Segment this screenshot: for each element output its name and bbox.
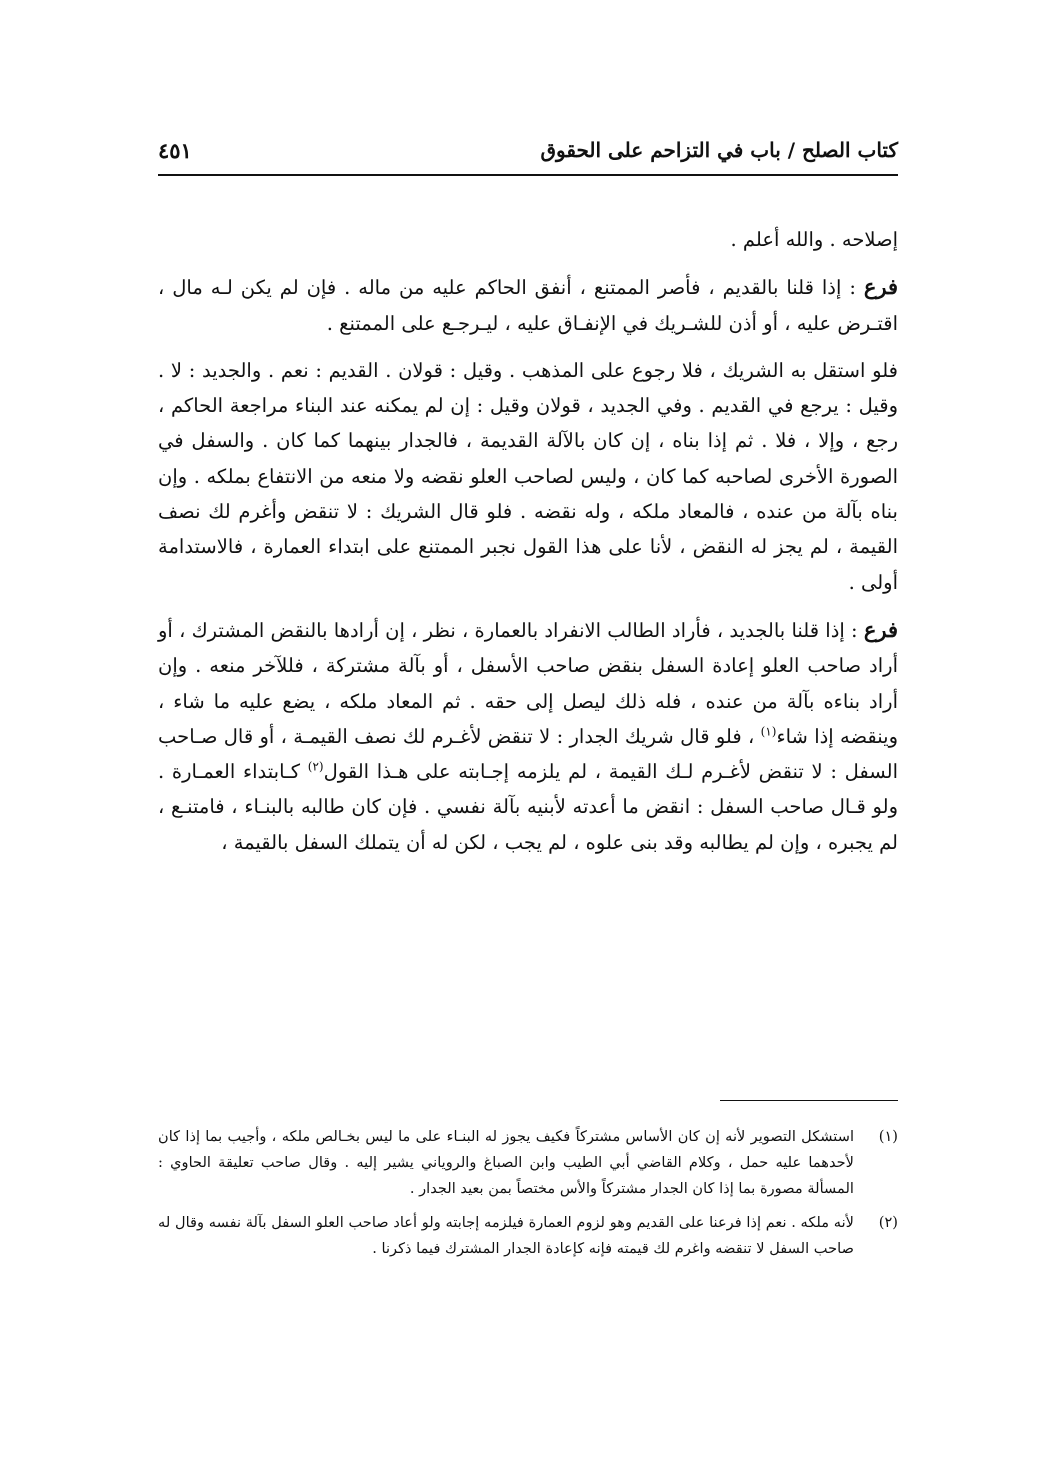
footnote-text: لأنه ملكه . نعم إذا فرعنا على القديم وهو لزوم العمارة فيلزمه إجابته ولو أعاد صاحب العلو السفل بآلة نفسه وقال له صاحب السفل لا تنقضه واغرم لك قيمته فإنه كإعادة الجدار المشترك فيما ذكرنا .: [158, 1214, 854, 1257]
paragraph-4-text-c: كـابتداء العمـارة . ولو قـال صاحب السفل : انقض ما أعدته لأبنيه بآلة نفسي . فإن كان طالبه بالبنـاء ، فامتنـع ، لم يجبره ، وإن لم يطالبه وقد بنى علوه ، لم يجب ، لكن له أن يتملك السفل بالقيمة ،: [158, 760, 898, 854]
paragraph-3: فلو استقل به الشريك ، فلا رجوع على المذهب . وقيل : قولان . القديم : نعم . والجديد : لا . وقيل : يرجع في القديم . وفي الجديد ، قولان وقيل : إن لم يمكنه عند البناء مراجعة الحاكم ، رجع ، وإلا ، فلا . ثم إذا بناه ، إن كان بالآلة القديمة ، فالجدار بينهما كما كان . والسفل في الصورة الأخرى لصاحبه كما كان ، وليس لصاحب العلو نقضه ولا منعه من الانتفاع بملكه . وإن بناه بآلة من عنده ، فالمعاد ملكه ، وله نقضه . فلو قال الشريك : لا تنقض وأغرم لك نصف القيمة ، لم يجز له النقض ، لأنا على هذا القول نجبر الممتنع على ابتداء العمارة ، فالاستدامة أولى .: [158, 358, 898, 594]
chapter-title: كتاب الصلح / باب في التزاحم على الحقوق: [540, 138, 898, 162]
paragraph-1: إصلاحه . والله أعلم .: [730, 228, 898, 251]
header-rule: [158, 174, 898, 176]
paragraph-2: [158, 269, 898, 341]
paragraph-4-text-b: ، فلو قال شريك الجدار : لا تنقض لأغـرم لك نصف القيمـة ، أو قال صـاحب السفل : لا تنقض لأغـرم لـك القيمة ، لم يلزمه إجـابته على هـذا القول: [158, 724, 898, 784]
footnote-number: (٢): [878, 1214, 898, 1231]
footnote-2: [158, 1210, 898, 1262]
footnote-rule: [720, 1100, 898, 1101]
footnote-ref-2[interactable]: (٢): [307, 759, 324, 774]
branch-heading: فرع: [863, 274, 898, 300]
running-header: [158, 138, 898, 174]
footnote-number: (١): [878, 1128, 898, 1145]
footnote-ref-1[interactable]: (١): [760, 724, 777, 739]
main-text: [158, 222, 898, 872]
paragraph-2-text: : إذا قلنا بالقديم ، فأصر الممتنع ، أنفق الحاكم عليه من ماله . فإن لم يكن لـه مال ، اقتـرض عليه ، أو أذن للشـريك في الإنفـاق عليه ، ليـرجـع على الممتنع .: [158, 276, 898, 335]
paragraph-4: [158, 612, 898, 860]
paragraph-4-text-a: : إذا قلنا بالجديد ، فأراد الطالب الانفراد بالعمارة ، نظر ، إن أرادها بالنقض المشترك ، أو أراد صاحب العلو إعادة السفل بنقض صاحب الأسفل ، أو بآلة مشتركة ، فللآخر منعه . وإن أراد بناءه بآلة من عنده ، فله ذلك ليصل إلى حقه . ثم المعاد ملكه ، يضع عليه ما شاء ، وينقضه إذا شاء: [158, 618, 898, 748]
footnote-text: استشكل التصوير لأنه إن كان الأساس مشتركاً فكيف يجوز له البنـاء على ما ليس بخـالص ملكه ، وأجيب بما إذا كان لأحدهما عليه حمل ، وكلام القاضي أبي الطيب وابن الصباغ والروياني يشير إليه . وقال صاحب تعليقة الحاوي : المسألة مصورة بما إذا كان الجدار مشتركاً والأس مختصاً بمن بعيد الجدار .: [158, 1128, 854, 1197]
footnote-1: [158, 1124, 898, 1202]
page-number: ٤٥١: [158, 138, 192, 163]
branch-heading: فرع: [863, 616, 898, 642]
footnotes: [158, 1124, 898, 1270]
